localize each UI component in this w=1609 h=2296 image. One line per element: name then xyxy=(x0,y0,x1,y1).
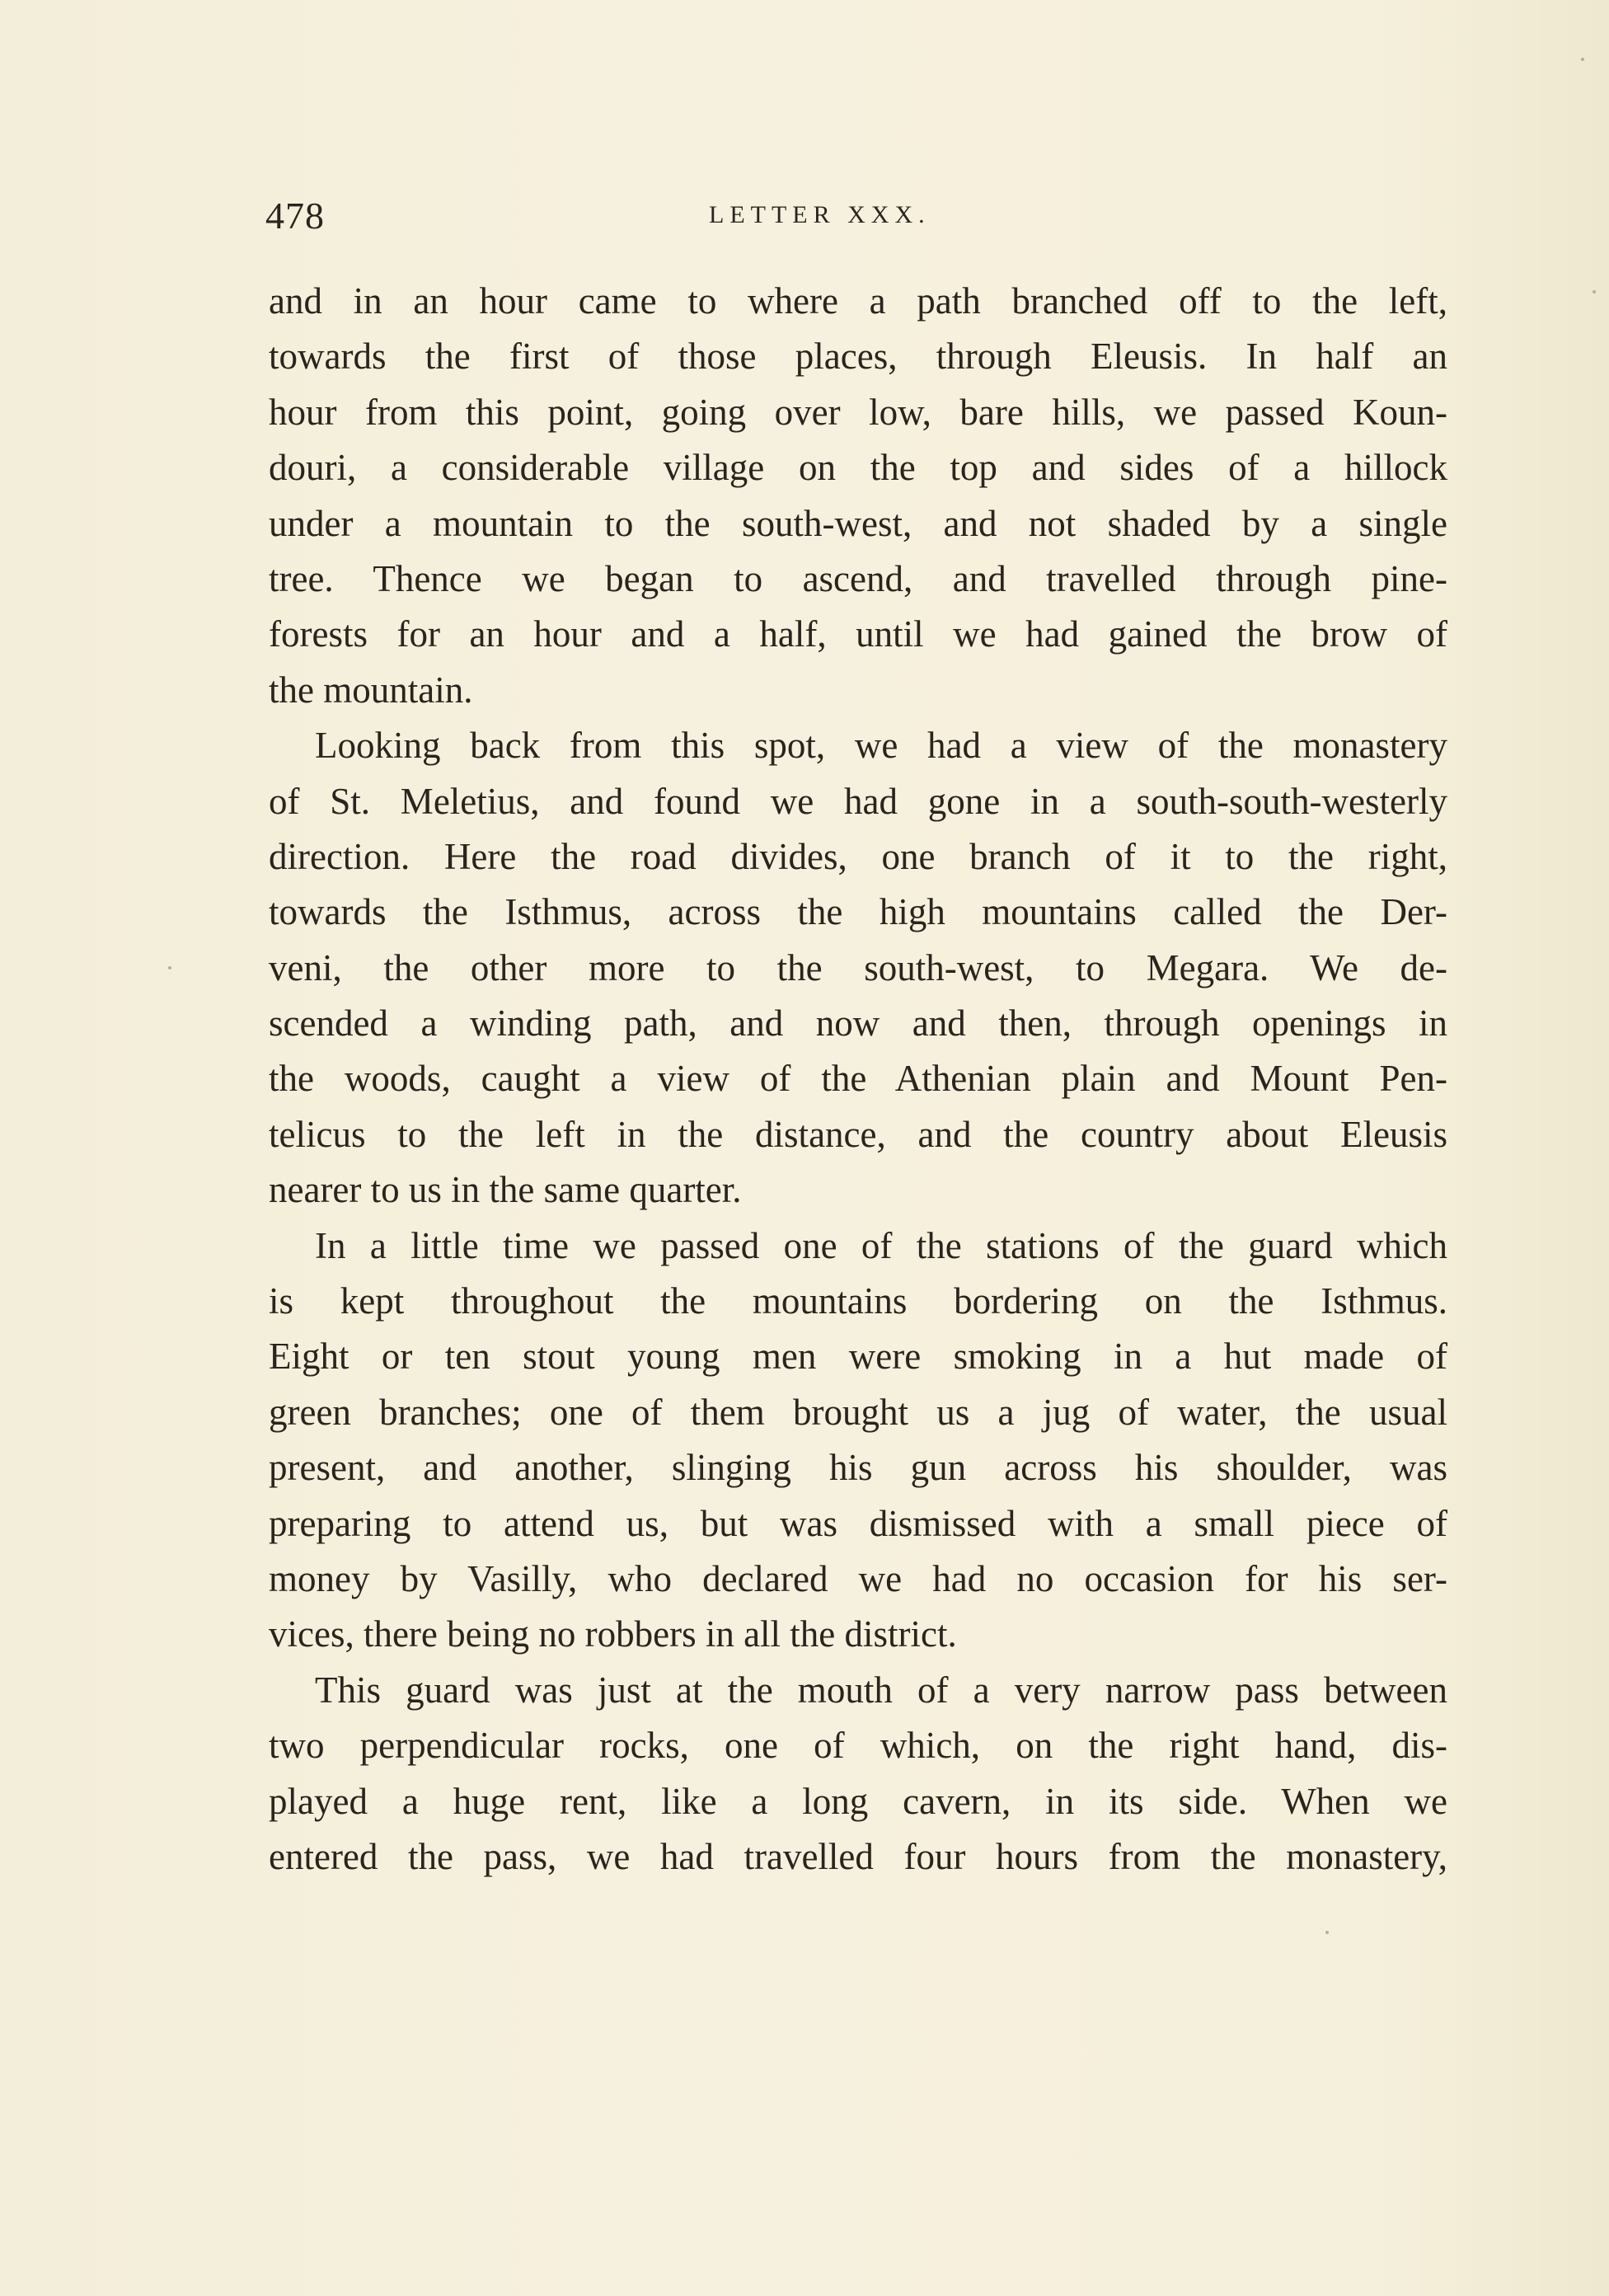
text-line-13: veni, the other more to the south-west, to Megara. We de- xyxy=(269,946,1447,988)
text-line-14: scended a winding path, and now and then, through openings in xyxy=(269,1002,1447,1045)
text-line-1: and in an hour came to where a path branched off to the left, xyxy=(269,280,1447,322)
text-line-6: tree. Thence we began to ascend, and travelled through pine- xyxy=(269,557,1447,599)
paper-speck xyxy=(1581,58,1584,61)
text-line-22: present, and another, slinging his gun across his shoulder, was xyxy=(269,1447,1447,1489)
text-line-29: entered the pass, we had travelled four hours from the monastery, xyxy=(269,1835,1447,1877)
text-line-11: direction. Here the road divides, one branch of it to the right, xyxy=(269,835,1447,877)
running-head: LETTER XXX. xyxy=(709,201,931,228)
text-line-23: preparing to attend us, but was dismissed with a small piece of xyxy=(269,1502,1447,1544)
text-line-8: the mountain. xyxy=(269,669,473,711)
text-line-16: telicus to the left in the distance, and the country about Eleusis xyxy=(269,1113,1447,1155)
text-line-27: two perpendicular rocks, one of which, on the right hand, dis- xyxy=(269,1725,1447,1767)
text-line-2: towards the first of those places, through Eleusis. In half an xyxy=(269,336,1447,378)
text-line-12: towards the Isthmus, across the high mountains called the Der- xyxy=(269,891,1447,933)
page-header xyxy=(265,191,1452,241)
text-line-10: of St. Meletius, and found we had gone in a south-south-westerly xyxy=(269,780,1447,822)
text-line-25: vices, there being no robbers in all the district. xyxy=(269,1613,957,1655)
body-text xyxy=(269,274,1447,1885)
text-line-9: Looking back from this spot, we had a view of the monastery xyxy=(315,725,1447,767)
text-line-17: nearer to us in the same quarter. xyxy=(269,1169,742,1211)
text-line-15: the woods, caught a view of the Athenian plain and Mount Pen- xyxy=(269,1058,1447,1100)
text-line-5: under a mountain to the south-west, and not shaded by a single xyxy=(269,502,1447,544)
text-line-19: is kept throughout the mountains bordering on the Isthmus. xyxy=(269,1280,1447,1322)
text-line-7: forests for an hour and a half, until we had gained the brow of xyxy=(269,613,1447,655)
text-line-3: hour from this point, going over low, bare hills, we passed Koun- xyxy=(269,391,1447,433)
text-line-26: This guard was just at the mouth of a very narrow pass between xyxy=(315,1669,1447,1711)
text-line-4: douri, a considerable village on the top and sides of a hillock xyxy=(269,447,1447,489)
text-line-21: green branches; one of them brought us a jug of water, the usual xyxy=(269,1391,1447,1433)
text-line-24: money by Vasilly, who declared we had no occasion for his ser- xyxy=(269,1557,1447,1599)
page-number: 478 xyxy=(265,195,325,237)
paper-speck xyxy=(168,966,171,970)
text-line-18: In a little time we passed one of the stations of the guard which xyxy=(315,1224,1447,1266)
text-line-28: played a huge rent, like a long cavern, in its side. When we xyxy=(269,1780,1447,1822)
text-line-20: Eight or ten stout young men were smoking in a hut made of xyxy=(269,1336,1447,1378)
paper-speck xyxy=(1325,1931,1329,1934)
paper-speck xyxy=(1593,290,1596,293)
